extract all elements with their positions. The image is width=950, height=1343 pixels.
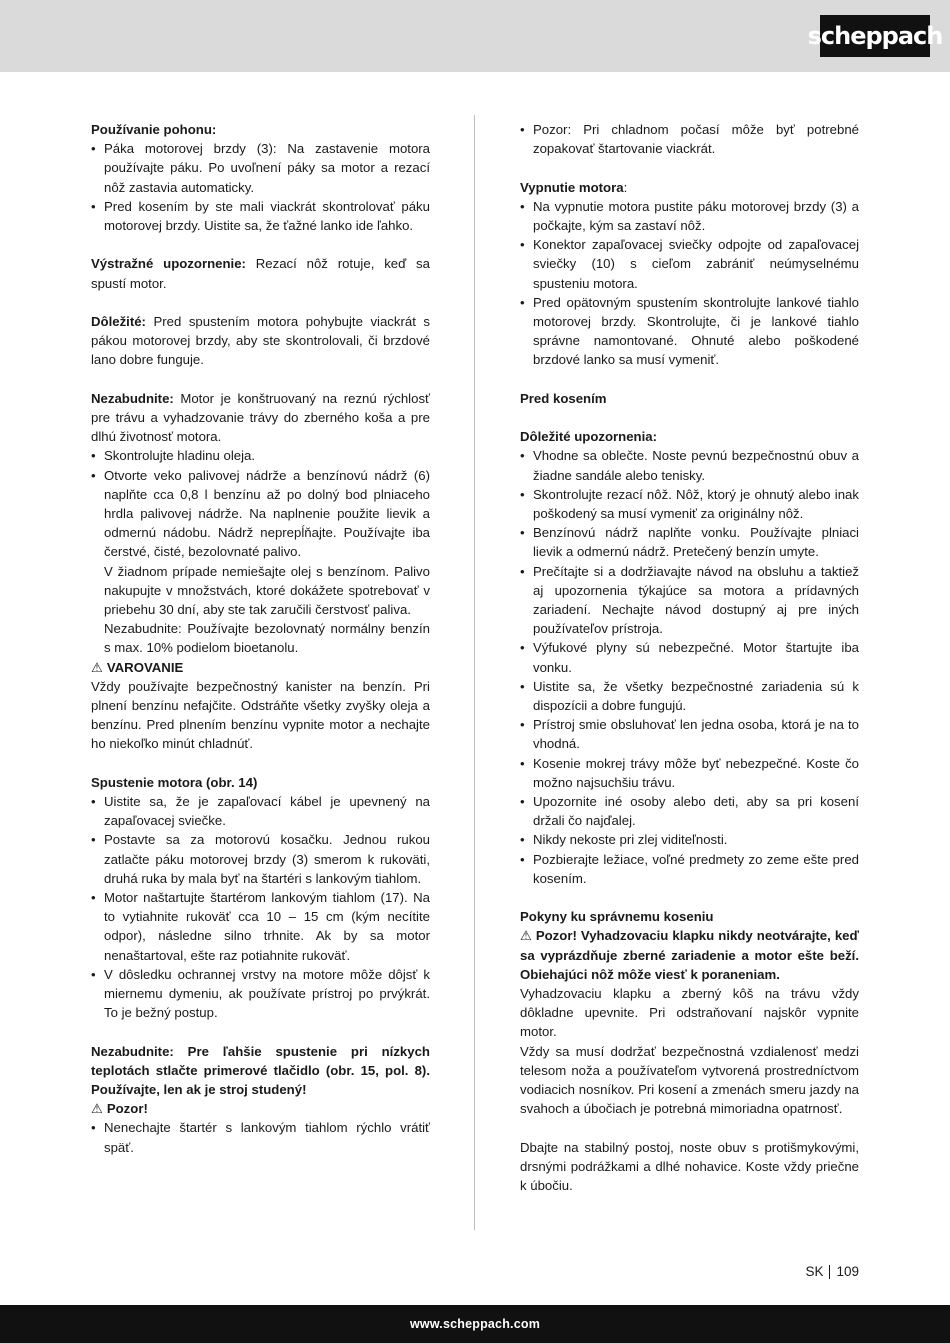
warning-triangle-icon: ⚠ (91, 1101, 103, 1117)
brand-logo: scheppach (820, 15, 930, 57)
bullet-list (520, 197, 859, 370)
list-item: • Pozor: Pri chladnom počasí môže byť potrebné zopakovať štartovanie viackrát. (520, 120, 859, 158)
list-item: • Upozornite iné osoby alebo deti, aby sa pri kosení držali čo najďalej. (520, 792, 859, 830)
varovanie-heading (91, 658, 430, 677)
pozor-warning-text: Pozor! Vyhadzovaciu klapku nikdy neotvárajte, keď sa vyprázdňuje zberné zariadenie a motor ešte beží. Obiehajúci nôž môže viesť k poraneniam. (520, 928, 859, 982)
important-text: Pred spustením motora pohybujte viackrát s pákou motorovej brzdy, aby ste skontrolovali, či brzdové lano dobre funguje. (91, 314, 430, 368)
paragraph: Vyhadzovaciu klapku a zberný kôš na trávu vždy dôkladne upevnite. Pri odstraňovaní najskôr vypnite motor. (520, 986, 859, 1040)
list-item: • Uistite sa, že je zapaľovací kábel je upevnený na zapaľovacej sviečke. (91, 792, 430, 830)
list-item: • Prístroj smie obsluhovať len jedna osoba, ktorá je na to vhodná. (520, 715, 859, 753)
bullet-list (520, 120, 859, 158)
list-item: • Skontrolujte hladinu oleja. (91, 446, 430, 465)
list-item: • Uistite sa, že všetky bezpečnostné zariadenia sú k dispozícii a dobre fungujú. (520, 677, 859, 715)
warning-label: Výstražné upozornenie: (91, 256, 246, 272)
list-item: • Benzínovú nádrž naplňte vonku. Používajte plniaci lievik a odmernú nádrž. Pretečený benzín umyte. (520, 523, 859, 561)
bullet-list (520, 446, 859, 888)
list-item: • Otvorte veko palivovej nádrže a benzínovú nádrž (6) naplňte cca 0,8 l benzínu až po dolný bod plniaceho hrdla palivovej nádrže. Na naplnenie použite lievik a odmernú nádobu. Nádrž neprepĺňajte. Používajte iba čerstvé, čisté, bezolovnaté palivo. (91, 466, 430, 562)
section-heading: Dôležité upozornenia: (520, 429, 658, 445)
remember-paragraph (91, 389, 430, 447)
list-item: • Na vypnutie motora pustite páku motorovej brzdy (3) a počkajte, kým sa zastaví nôž. (520, 197, 859, 235)
list-item: • Pred opätovným spustením skontrolujte lankové tiahlo motorovej brzdy. Skontrolujte, či je lankové tiahlo správne namontované. Ohnuté alebo poškodené brzdové lanko sa musí vymeniť. (520, 293, 859, 370)
website-link[interactable]: www.scheppach.com (409, 1317, 541, 1331)
section-heading: Spustenie motora (obr. 14) (91, 774, 258, 790)
bullet-list (91, 792, 430, 1022)
page-separator (829, 1265, 830, 1279)
list-item: • Konektor zapaľovacej sviečky odpojte od zapaľovacej sviečky (10) s cieľom zabrániť neúmyselnému spusteniu motora. (520, 235, 859, 293)
remember-bold-paragraph: Nezabudnite: Pre ľahšie spustenie pri nízkych teplotách stlačte primerové tlačidlo (obr. 15, pol. 8). Používajte, len ak je stroj studený! (91, 1043, 430, 1098)
list-item: • Vhodne sa oblečte. Noste pevnú bezpečnostnú obuv a žiadne sandále alebo tenisky. (520, 446, 859, 484)
list-item: • Pozbierajte ležiace, voľné predmety zo zeme ešte pred kosením. (520, 850, 859, 888)
vypnutie-colon: : (623, 179, 628, 195)
page-number-value: 109 (836, 1264, 859, 1279)
pozor-heading (91, 1099, 430, 1118)
remember-text: Motor je konštruovaný na reznú rýchlosť pre trávu a vyhadzovanie trávy do zberného koša a pre dlhú životnosť motora. (91, 390, 430, 445)
list-item: • Nenechajte štartér s lankovým tiahlom rýchlo vrátiť späť. (91, 1118, 430, 1156)
section-heading (520, 178, 859, 197)
pozor-label: Pozor! (106, 1101, 148, 1117)
list-item: • Motor naštartujte štartérom lankovým tiahlom (17). Na to vytiahnite rukoväť cca 10 – 15 cm (kým necítite odpor), následne silno trhnite. Ak by sa motor nenaštartoval, ešte raz potiahnite rukoväť. (91, 888, 430, 965)
paragraph: Vždy sa musí dodržať bezpečnostná vzdialenosť medzi telesom noža a používateľom vytvorená prostredníctvom vodiacich nosníkov. Pri kosení a zmenách smeru jazdy na svahoch a úbočiach je potrebná mimoriadna opatrnosť. (520, 1043, 859, 1117)
section-heading: Používanie pohonu: (91, 122, 217, 137)
section-heading: Pokyny ku správnemu koseniu (520, 909, 714, 925)
warning-triangle-icon: ⚠ (91, 659, 103, 675)
footer-bar (0, 1305, 950, 1343)
paragraph: Dbajte na stabilný postoj, noste obuv s protišmykovými, drsnými podrážkami a dlhé nohavice. Koste vždy priečne k úbočiu. (520, 1139, 859, 1194)
header-bar (0, 0, 950, 72)
list-item: • Kosenie mokrej trávy môže byť nebezpečné. Koste čo možno najsuchšiu trávu. (520, 754, 859, 792)
list-item: • Výfukové plyny sú nebezpečné. Motor štartujte iba vonku. (520, 638, 859, 676)
warning-triangle-icon: ⚠ (520, 928, 532, 944)
warning-text: Rezací nôž rotuje, keď sa spustí motor. (91, 256, 430, 291)
list-item: • Páka motorovej brzdy (3): Na zastavenie motora používajte páku. Po uvoľnení páky sa motor a rezací nôž zastavia automaticky. (91, 139, 430, 197)
list-item: • Prečítajte si a dodržiavajte návod na obsluhu a taktiež aj upozornenia týkajúce sa motora a prídavných zariadení. Nechajte návod dostupný aj pre iných používateľov prístroja. (520, 562, 859, 639)
varovanie-text: Vždy používajte bezpečnostný kanister na benzín. Pri plnení benzínu nefajčite. Odstráňte všetky zvyšky oleja a benzínu. Pred plnením benzínu vypnite motor a nechajte ho niekoľko minút chladnúť. (91, 678, 430, 752)
list-continuation: V žiadnom prípade nemiešajte olej s benzínom. Palivo nakupujte v množstvách, ktoré dokážete spotrebovať v priebehu 30 dní, aby ste tak zaručili čerstvosť paliva. (104, 563, 430, 618)
bullet-list (91, 1118, 430, 1156)
bullet-list (91, 446, 430, 561)
list-continuation: Nezabudnite: Používajte bezolovnatý normálny benzín s max. 10% podielom bioetanolu. (104, 621, 430, 656)
column-divider (474, 115, 475, 1230)
remember-label: Nezabudnite: (91, 390, 174, 406)
language-code: SK (805, 1264, 824, 1279)
bullet-list (91, 139, 430, 235)
warning-paragraph (91, 254, 430, 292)
page-number (805, 1264, 859, 1279)
list-item: • V dôsledku ochrannej vrstvy na motore môže dôjsť k miernemu dymeniu, ak používate prístroj po prvýkrát. To je bežný postup. (91, 965, 430, 1023)
section-heading: Pred kosením (520, 390, 607, 406)
important-label: Dôležité: (91, 314, 146, 329)
list-item: • Pred kosením by ste mali viackrát skontrolovať páku motorovej brzdy. Uistite sa, že ťažné lanko ide ľahko. (91, 197, 430, 235)
list-item: • Skontrolujte rezací nôž. Nôž, ktorý je ohnutý alebo inak poškodený sa musí vymeniť za originálny nôž. (520, 485, 859, 523)
varovanie-label: VAROVANIE (106, 659, 184, 675)
important-paragraph (91, 312, 430, 370)
pozor-warning (520, 926, 859, 984)
list-item: • Nikdy nekoste pri zlej viditeľnosti. (520, 830, 859, 849)
left-column (91, 120, 430, 1157)
list-item: • Postavte sa za motorovú kosačku. Jednou rukou zatlačte páku motorovej brzdy (3) smerom k rukoväti, druhá ruka by mala byť na štartéri s lankovým tiahlom. (91, 830, 430, 888)
right-column (520, 120, 859, 1195)
vypnutie-title: Vypnutie motora (520, 179, 624, 195)
